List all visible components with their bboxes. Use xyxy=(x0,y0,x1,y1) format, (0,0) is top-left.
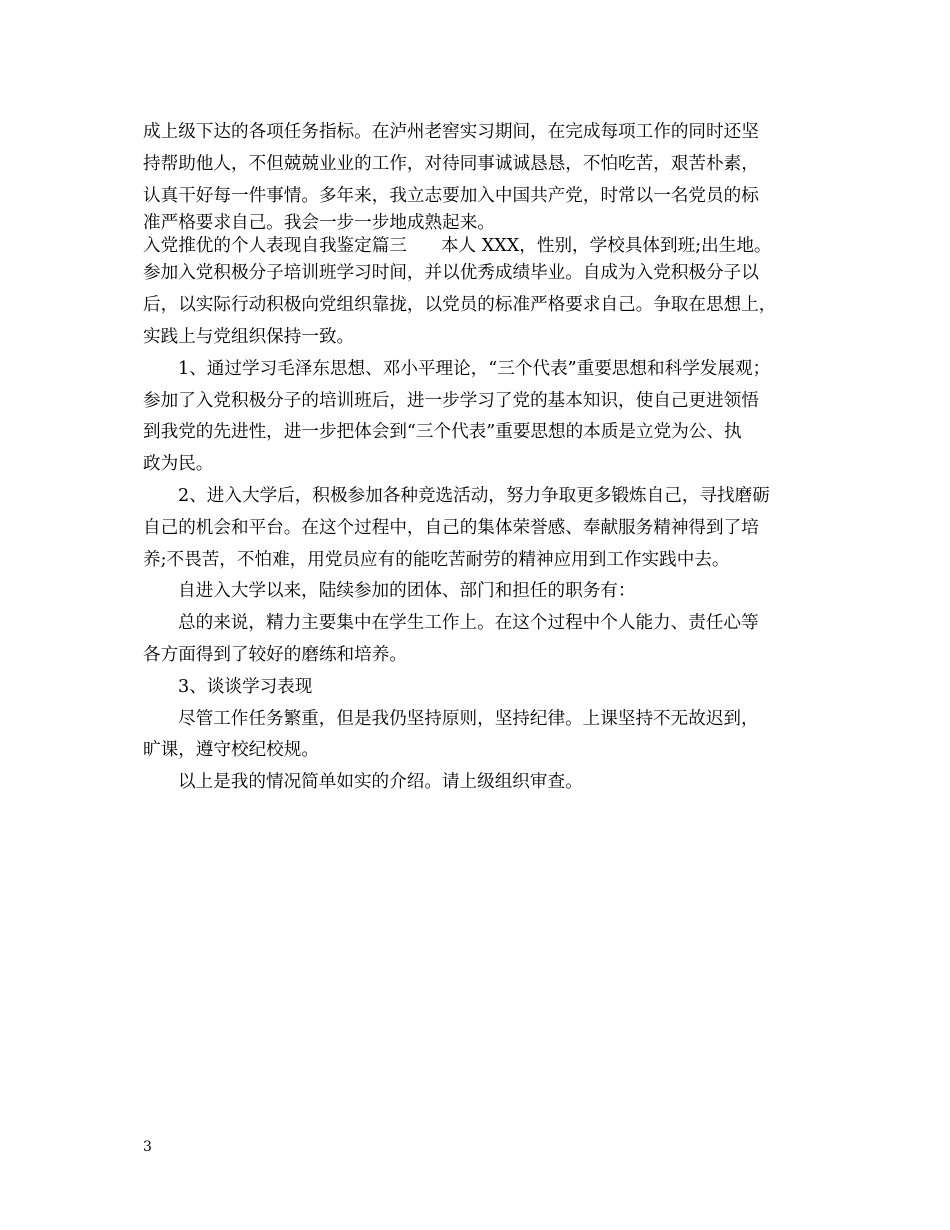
paragraph-line: 各方面得到了较好的磨练和培养。 xyxy=(143,644,407,665)
paragraph-line: 到我党的先进性，进一步把体会到“三个代表”重要思想的本质是立党为公、执 xyxy=(143,422,742,443)
paragraph-line: 实践上与党组织保持一致。 xyxy=(143,326,355,347)
paragraph-line: 自进入大学以来，陆续参加的团体、部门和担任的职务有： xyxy=(178,581,636,602)
paragraph-line: 尽管工作任务繁重，但是我仍坚持原则，坚持纪律。上课坚持不无故迟到， xyxy=(178,708,759,729)
section-heading-line xyxy=(143,235,823,258)
paragraph-line: 2、进入大学后，积极参加各种竞选活动，努力争取更多锻炼自己，寻找磨砺 xyxy=(178,485,770,506)
paragraph-line: 参加了入党积极分子的培训班后，进一步学习了党的基本知识，使自己更进领悟 xyxy=(143,390,759,411)
paragraph-line: 参加入党积极分子培训班学习时间，并以优秀成绩毕业。自成为入党积极分子以 xyxy=(143,263,759,284)
page-number: 3 xyxy=(143,1139,152,1155)
paragraph-line: 养;不畏苦，不怕难，用党员应有的能吃苦耐劳的精神应用到工作实践中去。 xyxy=(143,549,730,570)
section-title: 入党推优的个人表现自我鉴定篇三 xyxy=(143,236,407,257)
paragraph-line: 准严格要求自己。我会一步一步地成熟起来。 xyxy=(143,213,495,234)
paragraph-line: 3、谈谈学习表现 xyxy=(178,676,313,697)
paragraph-line: 总的来说，精力主要集中在学生工作上。在这个过程中个人能力、责任心等 xyxy=(178,613,759,634)
paragraph-line: 自己的机会和平台。在这个过程中，自己的集体荣誉感、奉献服务精神得到了培 xyxy=(143,517,759,538)
document-body xyxy=(143,117,823,799)
paragraph-line: 认真干好每一件事情。多年来，我立志要加入中国共产党，时常以一名党员的标 xyxy=(143,185,759,206)
paragraph-line: 后，以实际行动积极向党组织靠拢，以党员的标准严格要求自己。争取在思想上， xyxy=(143,295,777,316)
paragraph-line: 持帮助他人，不但兢兢业业的工作，对待同事诚诚恳恳，不怕吃苦，艰苦朴素， xyxy=(143,153,759,174)
paragraph-line: 以上是我的情况简单如实的介绍。请上级组织审查。 xyxy=(178,772,583,793)
paragraph-line: 1、通过学习毛泽东思想、邓小平理论，“三个代表”重要思想和科学发展观； xyxy=(178,358,771,379)
section-intro: 本人 XXX，性别，学校具体到班;出生地。 xyxy=(440,236,772,257)
paragraph-line: 旷课，遵守校纪校规。 xyxy=(143,740,319,761)
paragraph-line: 成上级下达的各项任务指标。在泸州老窖实习期间，在完成每项工作的同时还坚 xyxy=(143,122,759,142)
paragraph-line: 政为民。 xyxy=(143,454,214,475)
